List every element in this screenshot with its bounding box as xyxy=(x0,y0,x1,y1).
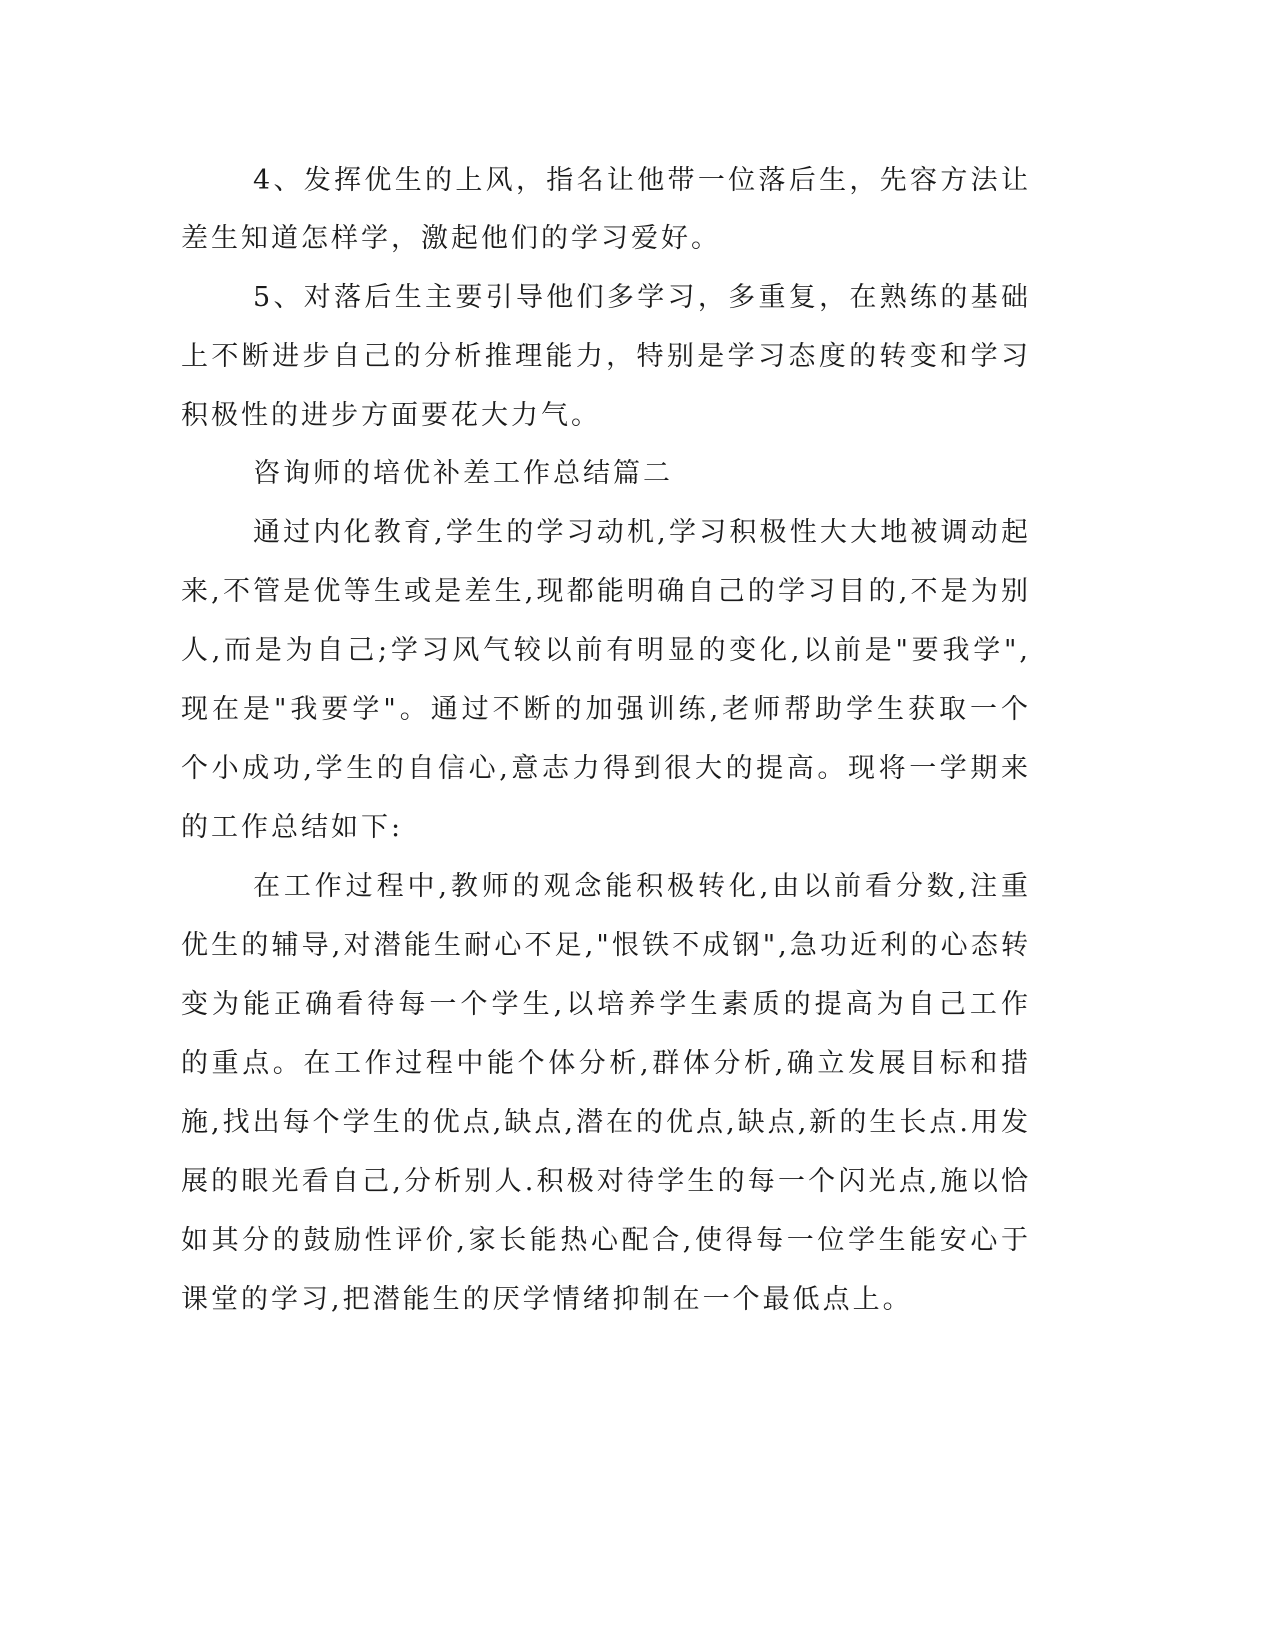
document-body xyxy=(181,152,1031,1329)
paragraph-intro: 通过内化教育,学生的学习动机,学习积极性大大地被调动起来,不管是优等生或是差生,现都能明确自己的学习目的,不是为别人,而是为自己;学习风气较以前有明显的变化,以前是"要我学",现在是"我要学"。通过不断的加强训练,老师帮助学生获取一个个小成功,学生的自信心,意志力得到很大的提高。现将一学期来的工作总结如下: xyxy=(181,517,1031,843)
section-heading: 咨询师的培优补差工作总结篇二 xyxy=(253,458,673,489)
paragraph-item-4: 4、发挥优生的上风，指名让他带一位落后生，先容方法让差生知道怎样学，激起他们的学习爱好。 xyxy=(181,165,1031,254)
paragraph-work-process: 在工作过程中,教师的观念能积极转化,由以前看分数,注重优生的辅导,对潜能生耐心不足,"恨铁不成钢",急功近利的心态转变为能正确看待每一个学生,以培养学生素质的提高为自己工作的重点。在工作过程中能个体分析,群体分析,确立发展目标和措施,找出每个学生的优点,缺点,潜在的优点,缺点,新的生长点.用发展的眼光看自己,分析别人.积极对待学生的每一个闪光点,施以恰如其分的鼓励性评价,家长能热心配合,使得每一位学生能安心于课堂的学习,把潜能生的厌学情绪抑制在一个最低点上。 xyxy=(181,871,1031,1315)
paragraph-item-5: 5、对落后生主要引导他们多学习，多重复，在熟练的基础上不断进步自己的分析推理能力，特别是学习态度的转变和学习积极性的进步方面要花大力气。 xyxy=(181,282,1031,431)
